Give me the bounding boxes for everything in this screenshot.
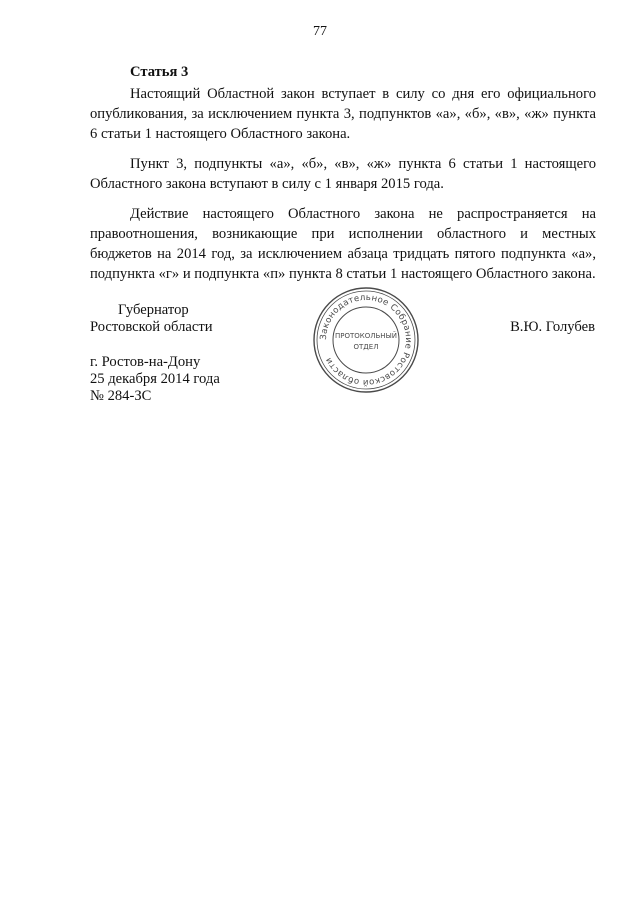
article-paragraph: Пункт 3, подпункты «а», «б», «в», «ж» пункта 6 статьи 1 настоящего Областного закона вступают в силу с 1 января 2015 года. (90, 156, 596, 192)
stamp-outer-ring (314, 288, 418, 392)
official-stamp (312, 286, 420, 394)
stamp-ring-text: Законодательное Собрание Ростовской области (318, 292, 414, 388)
stamp-center-text-1: ПРОТОКОЛЬНЫЙ (334, 332, 398, 340)
signing-date: 25 декабря 2014 года (90, 371, 220, 387)
article-title: Статья 3 (130, 64, 189, 80)
article-paragraph: Настоящий Областной закон вступает в силу со дня его официального опубликования, за исключением пункта 3, подпунктов «а», «б», «в», «ж» пункта 6 статьи 1 настоящего Областного закона. (90, 86, 596, 142)
signature-block (90, 302, 220, 405)
signer-region: Ростовской области (90, 319, 213, 335)
law-number: № 284-ЗС (90, 388, 152, 404)
signer-name: В.Ю. Голубев (510, 319, 595, 335)
page-number: 77 (313, 24, 327, 39)
signer-position: Губернатор (118, 302, 189, 318)
article-section (90, 62, 596, 294)
signing-place: г. Ростов-на-Дону (90, 354, 201, 370)
place-date-block (90, 354, 220, 405)
stamp-center-text-2: ОТДЕЛ (353, 343, 379, 351)
stamp-inner-ring (317, 291, 415, 389)
article-paragraph: Действие настоящего Областного закона не распространяется на правоотношения, возникающие при исполнении областного и местных бюджетов на 2014 год, за исключением абзаца тридцать пятого подпункта «а», подпункта «г» и подпункта «п» пункта 8 статьи 1 настоящего Областного закона. (90, 206, 596, 282)
stamp-center-ring (333, 307, 399, 373)
